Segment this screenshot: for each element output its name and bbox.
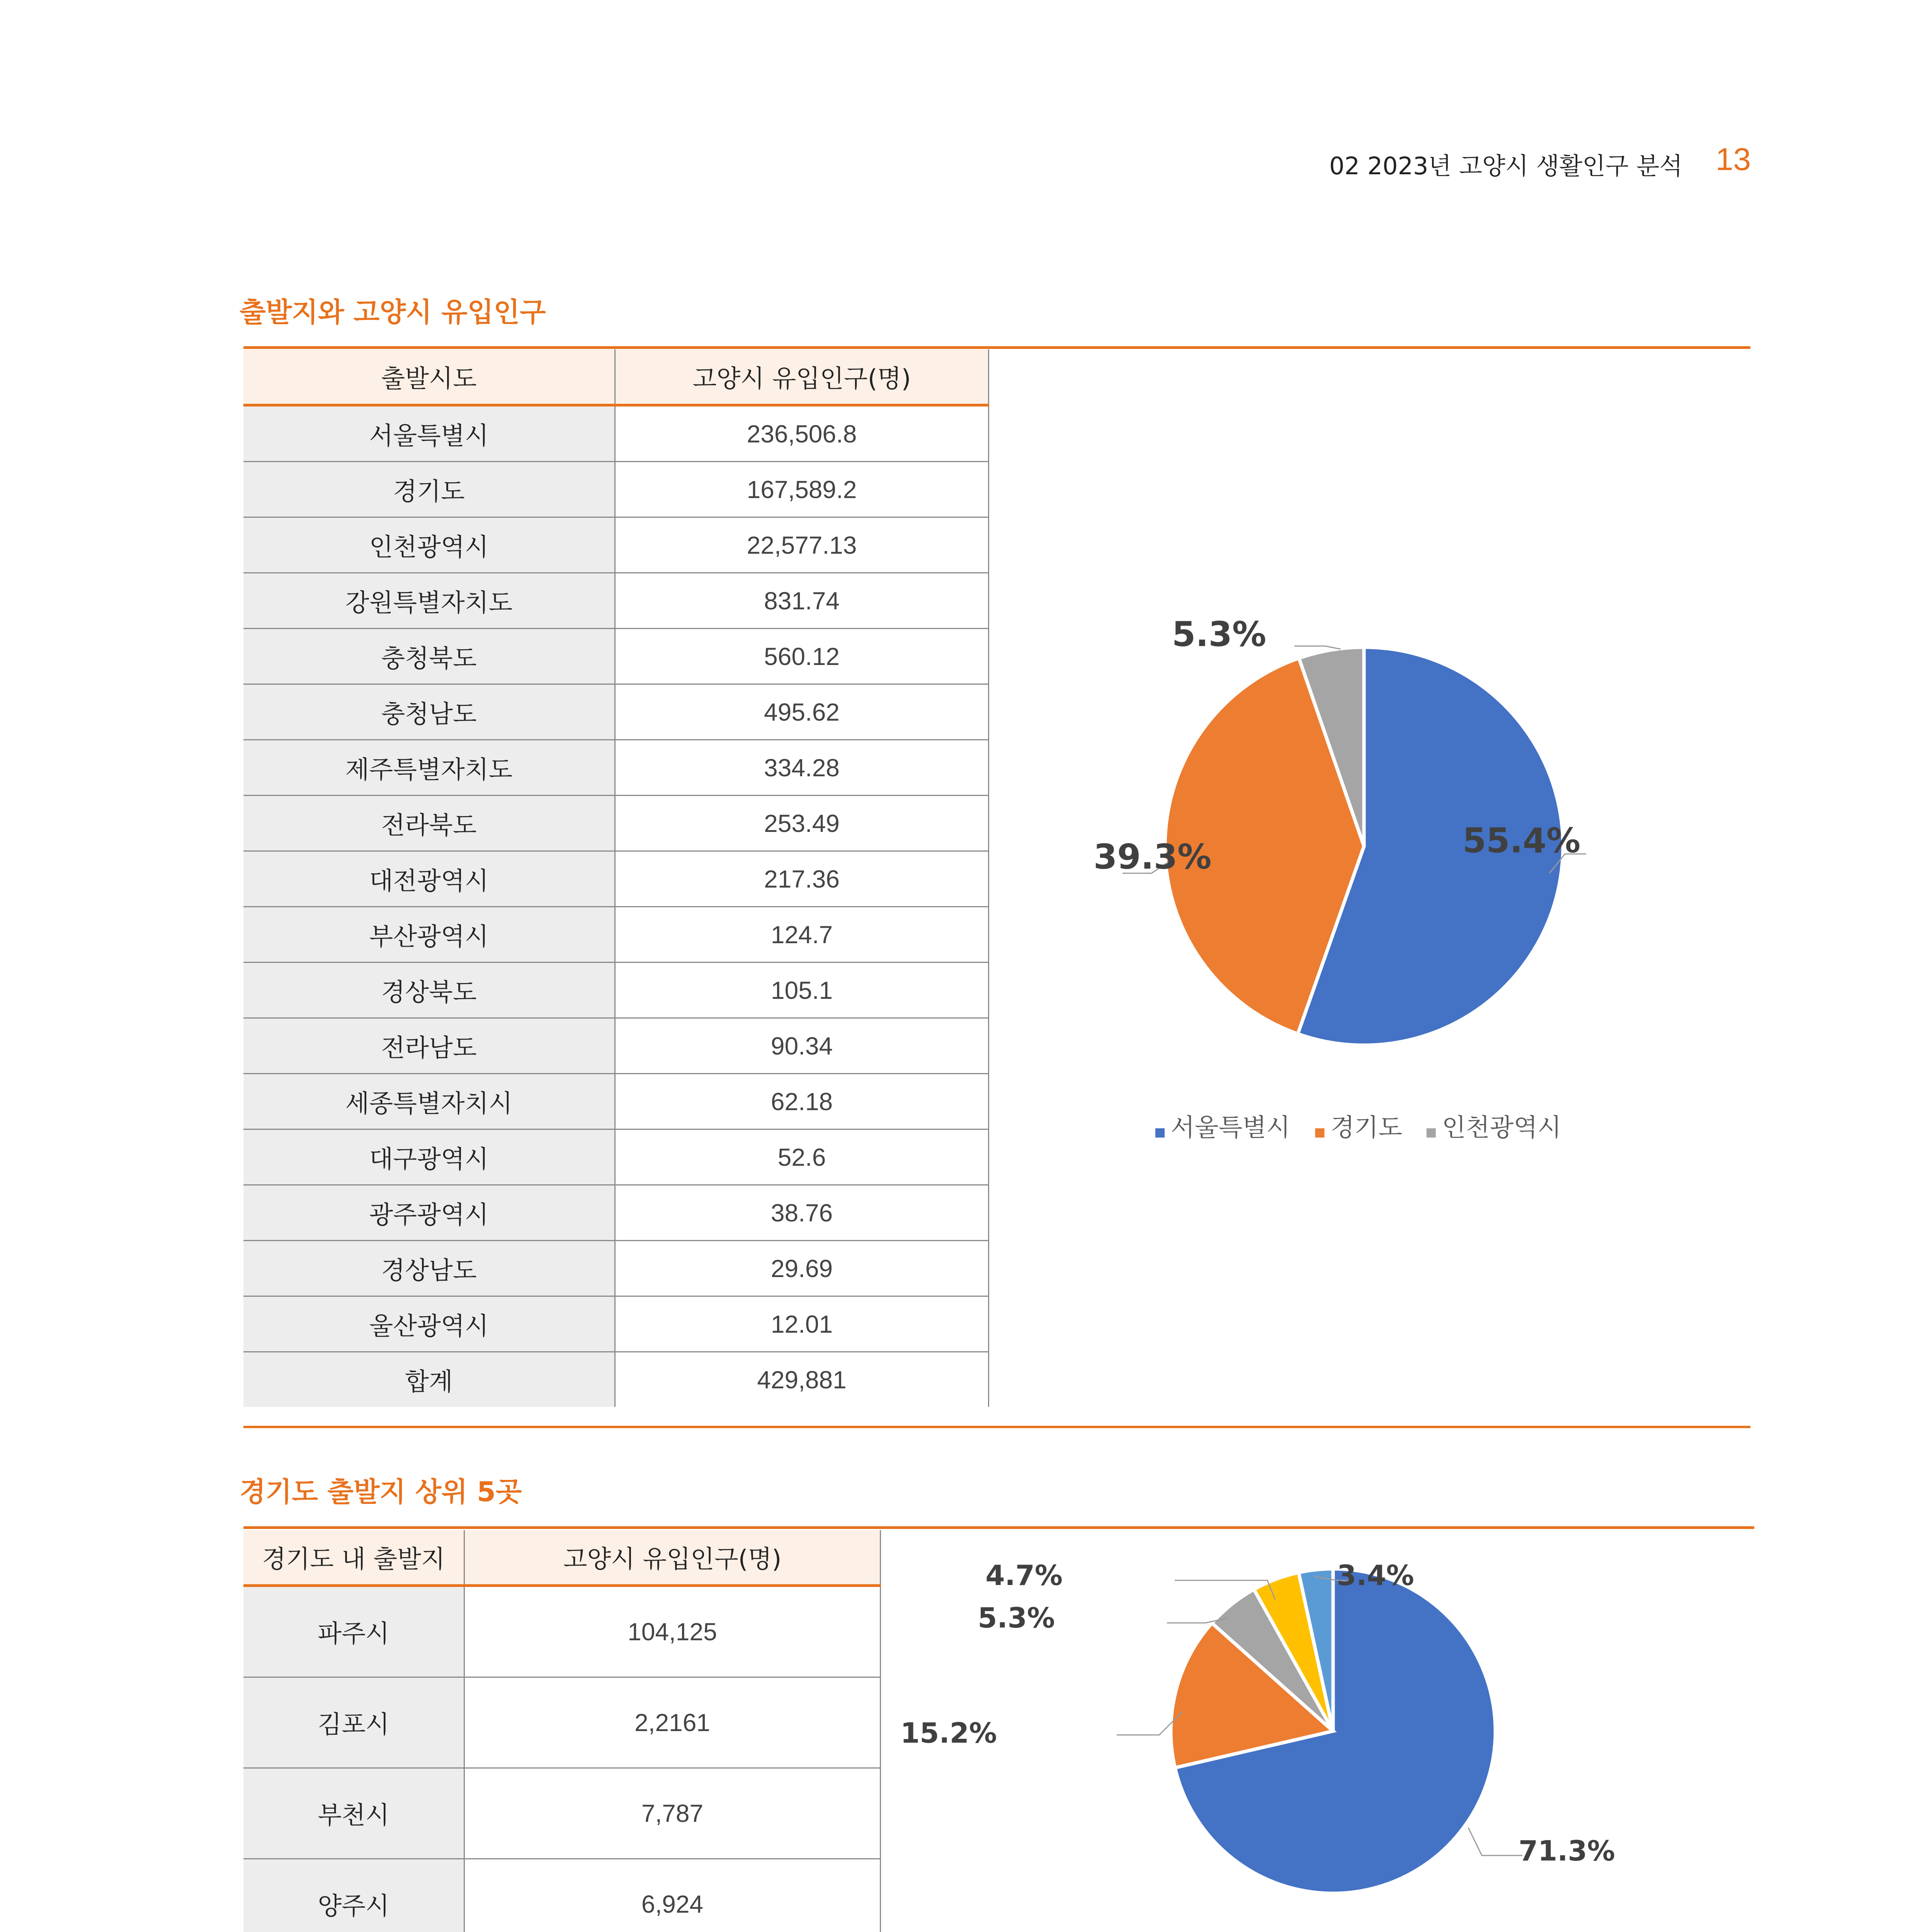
inflow-value-cell: 6,924 [464, 1859, 881, 1932]
inflow-value-cell: 253.49 [615, 796, 989, 851]
inflow-value-cell: 217.36 [615, 851, 989, 907]
inflow-value-cell: 62.18 [615, 1074, 989, 1129]
table-row [243, 517, 989, 573]
region-name-cell: 대구광역시 [243, 1129, 615, 1185]
inflow-value-cell: 831.74 [615, 573, 989, 629]
legend-label: 인천광역시 [1442, 1114, 1561, 1142]
section2-table [243, 1530, 881, 1932]
data-label: 15.2% [900, 1717, 997, 1749]
table-row [243, 963, 989, 1018]
data-label: 3.4% [1337, 1559, 1414, 1592]
region-name-cell: 서울특별시 [243, 405, 615, 462]
region-name-cell: 전라남도 [243, 1018, 615, 1074]
region-name-cell: 충청북도 [243, 629, 615, 684]
inflow-value-cell: 334.28 [615, 740, 989, 796]
column-header: 출발시도 [243, 349, 615, 405]
table-row [243, 1185, 989, 1241]
table-row [243, 1241, 989, 1296]
table-row [243, 1296, 989, 1352]
inflow-value-cell: 124.7 [615, 907, 989, 963]
region-name-cell: 경상북도 [243, 963, 615, 1018]
region-name-cell: 충청남도 [243, 684, 615, 740]
data-label: 55.4% [1463, 821, 1581, 861]
data-label: 4.7% [985, 1559, 1063, 1592]
table-row [243, 1677, 881, 1768]
region-name-cell: 광주광역시 [243, 1185, 615, 1241]
region-name-cell: 경기도 [243, 462, 615, 517]
legend-swatch [1315, 1128, 1325, 1138]
table-row [243, 1768, 881, 1859]
gyeonggi-top5-pie-chart [889, 1542, 1750, 1932]
inflow-value-cell: 2,2161 [464, 1677, 881, 1768]
table-row [243, 1018, 989, 1074]
section2-top-rule [243, 1526, 1754, 1529]
section2-title: 경기도 출발지 상위 5곳 [240, 1476, 522, 1508]
table-row [243, 629, 989, 684]
region-name-cell: 세종특별자치시 [243, 1074, 615, 1129]
column-header: 고양시 유입인구(명) [615, 349, 989, 405]
legend-label: 서울특별시 [1171, 1114, 1291, 1142]
section1-top-rule [243, 346, 1750, 349]
inflow-value-cell: 236,506.8 [615, 405, 989, 462]
region-name-cell: 합계 [243, 1352, 615, 1407]
region-name-cell: 부천시 [243, 1768, 464, 1859]
region-name-cell: 부산광역시 [243, 907, 615, 963]
inflow-value-cell: 12.01 [615, 1296, 989, 1352]
inflow-value-cell: 7,787 [464, 1768, 881, 1859]
table-row [243, 796, 989, 851]
inflow-value-cell: 90.34 [615, 1018, 989, 1074]
inflow-value-cell: 22,577.13 [615, 517, 989, 573]
region-name-cell: 제주특별자치도 [243, 740, 615, 796]
inflow-value-cell: 495.62 [615, 684, 989, 740]
inflow-value-cell: 38.76 [615, 1185, 989, 1241]
region-name-cell: 양주시 [243, 1859, 464, 1932]
legend-swatch [1427, 1128, 1436, 1138]
page-number: 13 [1716, 142, 1751, 177]
region-name-cell: 전라북도 [243, 796, 615, 851]
section1-title: 출발지와 고양시 유입인구 [240, 296, 546, 328]
region-name-cell: 강원특별자치도 [243, 573, 615, 629]
origin-share-pie-chart [997, 580, 1750, 1206]
data-label: 5.3% [1172, 614, 1267, 654]
table-row [243, 684, 989, 740]
inflow-value-cell: 29.69 [615, 1241, 989, 1296]
table-row [243, 907, 989, 963]
table-row [243, 1352, 989, 1407]
legend-label: 경기도 [1330, 1114, 1403, 1142]
table-row [243, 462, 989, 517]
region-name-cell: 경상남도 [243, 1241, 615, 1296]
table-header-row [243, 1530, 881, 1586]
table-row [243, 573, 989, 629]
region-name-cell: 울산광역시 [243, 1296, 615, 1352]
inflow-value-cell: 52.6 [615, 1129, 989, 1185]
region-name-cell: 대전광역시 [243, 851, 615, 907]
inflow-value-cell: 104,125 [464, 1586, 881, 1677]
region-name-cell: 김포시 [243, 1677, 464, 1768]
data-label: 71.3% [1519, 1835, 1615, 1867]
region-name-cell: 파주시 [243, 1586, 464, 1677]
table-row [243, 1129, 989, 1185]
region-name-cell: 인천광역시 [243, 517, 615, 573]
table-row [243, 1074, 989, 1129]
table-header-row [243, 349, 989, 405]
column-header: 고양시 유입인구(명) [464, 1530, 881, 1586]
inflow-value-cell: 167,589.2 [615, 462, 989, 517]
data-label: 5.3% [978, 1602, 1055, 1634]
table-row [243, 851, 989, 907]
inflow-value-cell: 560.12 [615, 629, 989, 684]
section1-table [243, 349, 989, 1407]
inflow-value-cell: 429,881 [615, 1352, 989, 1407]
running-header-title: 02 2023년 고양시 생활인구 분석 [1329, 152, 1683, 180]
column-header: 경기도 내 출발지 [243, 1530, 464, 1586]
data-label: 39.3% [1094, 837, 1212, 877]
legend-swatch [1155, 1128, 1165, 1138]
leader-line [1468, 1828, 1522, 1855]
table-row [243, 405, 989, 462]
table-row [243, 740, 989, 796]
inflow-value-cell: 105.1 [615, 963, 989, 1018]
section1-bottom-rule [243, 1426, 1750, 1428]
table-row [243, 1586, 881, 1677]
table-row [243, 1859, 881, 1932]
